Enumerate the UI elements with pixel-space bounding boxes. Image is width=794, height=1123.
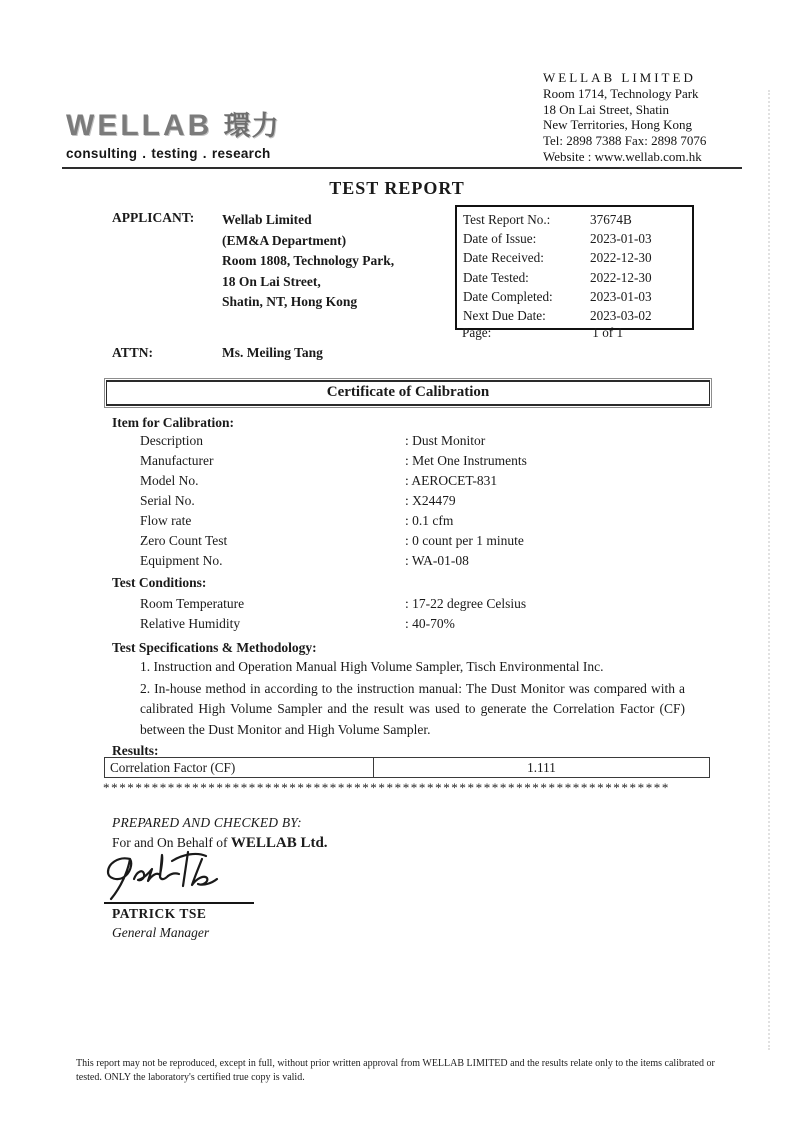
report-info-value: 2023-03-02 xyxy=(590,307,652,323)
item-label: Description xyxy=(140,433,203,448)
report-info-label: Date of Issue: xyxy=(463,231,537,247)
signer-title: General Manager xyxy=(112,925,210,940)
certificate-banner xyxy=(104,378,712,408)
report-info-row xyxy=(463,287,692,306)
report-info-label: Date Tested: xyxy=(463,269,529,285)
logo-brand-text: WELLAB xyxy=(66,109,213,142)
condition-row xyxy=(140,594,526,614)
scan-artifact-line xyxy=(768,90,770,1050)
results-heading: Results: xyxy=(112,743,159,758)
letterhead-line: Room 1714, Technology Park xyxy=(543,85,699,101)
page-label: Page: xyxy=(462,325,492,340)
item-row xyxy=(140,511,527,531)
results-table xyxy=(104,757,710,778)
letterhead-line: Website : www.wellab.com.hk xyxy=(543,148,702,164)
item-row xyxy=(140,471,527,491)
letterhead-line: New Territories, Hong Kong xyxy=(543,117,693,133)
item-value: : Dust Monitor xyxy=(405,433,486,448)
applicant-address xyxy=(222,210,394,313)
condition-label: Relative Humidity xyxy=(140,616,241,631)
item-for-calibration-heading: Item for Calibration: xyxy=(112,415,234,430)
item-value: : 0 count per 1 minute xyxy=(405,533,524,548)
test-conditions-list xyxy=(140,594,526,634)
report-info-box xyxy=(455,205,694,330)
report-info-label: Next Due Date: xyxy=(463,307,546,323)
report-info-label: Date Received: xyxy=(463,250,544,266)
letterhead-address xyxy=(543,70,758,165)
on-behalf-company: WELLAB Ltd. xyxy=(230,835,328,851)
applicant-line: Wellab Limited xyxy=(222,212,312,227)
item-label: Serial No. xyxy=(140,493,195,508)
applicant-line: Shatin, NT, Hong Kong xyxy=(222,294,358,310)
item-value: : Met One Instruments xyxy=(405,453,527,468)
applicant-line: Room 1808, Technology Park, xyxy=(222,253,395,269)
wellab-logo xyxy=(66,104,280,161)
item-label: Model No. xyxy=(140,473,199,488)
attn-value: Ms. Meiling Tang xyxy=(222,345,323,360)
asterisk-separator: ********************************************************************** xyxy=(103,780,670,795)
report-info-row xyxy=(463,268,692,287)
page-number-row xyxy=(462,325,623,341)
condition-value: : 17-22 degree Celsius xyxy=(405,596,527,611)
item-row xyxy=(140,551,527,571)
report-info-row xyxy=(463,248,692,267)
test-conditions-heading: Test Conditions: xyxy=(112,575,207,590)
signer-name: PATRICK TSE xyxy=(112,906,207,921)
logo-brand xyxy=(66,104,280,143)
results-row-value: 1.111 xyxy=(527,760,556,775)
item-value: : 0.1 cfm xyxy=(405,513,454,528)
report-info-label: Date Completed: xyxy=(463,288,553,304)
report-info-value: 37674B xyxy=(590,212,632,227)
header-divider xyxy=(62,167,742,169)
report-info-row xyxy=(463,210,692,229)
test-specifications-heading: Test Specifications & Methodology: xyxy=(112,640,317,655)
logo-brand-cjk: 環力 xyxy=(223,111,280,141)
report-info-row xyxy=(463,306,692,325)
item-row xyxy=(140,491,527,511)
item-label: Zero Count Test xyxy=(140,533,228,548)
item-row xyxy=(140,451,527,471)
applicant-line: 18 On Lai Street, xyxy=(222,273,321,289)
item-value: : AEROCET-831 xyxy=(405,473,498,488)
item-value: : X24479 xyxy=(405,493,456,508)
condition-value: : 40-70% xyxy=(405,616,455,631)
report-disclaimer: This report may not be reproduced, except in full, without prior written approval from WELLAB LIMITED and the results relate only to the items calibrated or tested. ONLY the laboratory's certified true copy is valid. xyxy=(76,1058,715,1083)
on-behalf-prefix: For and On Behalf of xyxy=(112,835,231,850)
item-label: Manufacturer xyxy=(140,453,214,468)
report-info-value: 2022-12-30 xyxy=(590,250,652,266)
condition-row xyxy=(140,614,526,634)
condition-label: Room Temperature xyxy=(140,596,245,611)
test-specification-item-1: 1. Instruction and Operation Manual High Volume Sampler, Tisch Environmental Inc. xyxy=(140,659,604,674)
page-value: 1 of 1 xyxy=(592,325,624,340)
letterhead-line: 18 On Lai Street, Shatin xyxy=(543,101,670,117)
certificate-title: Certificate of Calibration xyxy=(106,380,710,406)
report-info-label: Test Report No.: xyxy=(463,212,551,227)
report-title: TEST REPORT xyxy=(329,178,465,198)
prepared-checked-by-line: PREPARED AND CHECKED BY: xyxy=(112,815,302,830)
report-info-value: 2023-01-03 xyxy=(590,288,652,304)
report-info-value: 2022-12-30 xyxy=(590,269,652,285)
signature-line xyxy=(104,902,254,904)
attn-label: ATTN: xyxy=(112,345,154,360)
results-row-label: Correlation Factor (CF) xyxy=(105,758,374,777)
item-row xyxy=(140,431,527,451)
letterhead-line: Tel: 2898 7388 Fax: 2898 7076 xyxy=(543,133,707,149)
report-info-value: 2023-01-03 xyxy=(590,231,652,247)
item-label: Flow rate xyxy=(140,513,192,528)
applicant-line: (EM&A Department) xyxy=(222,232,347,248)
item-value: : WA-01-08 xyxy=(405,553,469,568)
logo-tagline: consulting . testing . research xyxy=(66,146,271,161)
signature-image xyxy=(100,849,270,905)
report-info-row xyxy=(463,229,692,248)
item-label: Equipment No. xyxy=(140,553,223,568)
applicant-label: APPLICANT: xyxy=(112,210,195,225)
item-for-calibration-list xyxy=(140,431,527,571)
item-row xyxy=(140,531,527,551)
test-specification-item-2: 2. In-house method in according to the instruction manual: The Dust Monitor was compared with a calibrated High Volume Sampler and the result was used to generate the Correlation Factor (CF) between the Dust Monitor and High Volume Sampler. xyxy=(140,681,685,737)
letterhead-company: WELLAB LIMITED xyxy=(543,70,696,85)
